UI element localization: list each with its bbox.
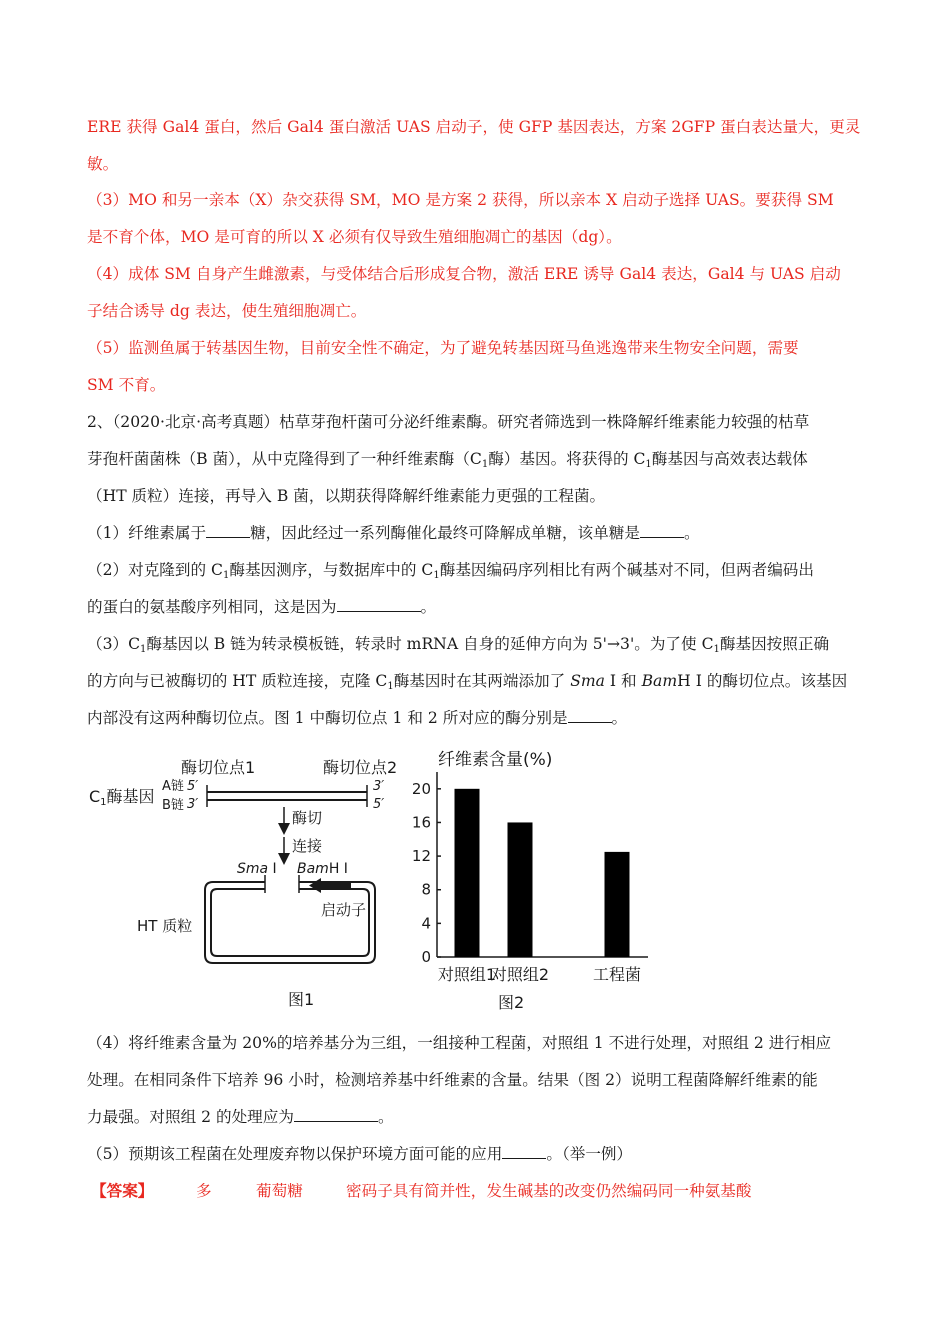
bar-1 (455, 789, 480, 957)
subquestion-3-line-1: $(3)C_1$酶基因以 B 链为转录模板链，转录时 mRNA 自身的延伸方向为 5'→3'。为了使 $C_1$酶基因按照正确 (87, 635, 830, 655)
question-intro-line-1: 2、（2020·北京·高考真题）枯草芽孢杆菌可分泌纤维素酶。研究者筛选到一株降解纤维素能力较强的枯草 (87, 413, 810, 431)
bar-3 (605, 852, 630, 957)
chain-b-right-end: 5′ (373, 797, 385, 812)
subquestion-2-line-2: 的蛋白的氨基酸序列相同，这是因为 。 (87, 598, 437, 616)
y-tick-label: 4 (421, 914, 431, 933)
answer-paragraph-1b: 敏。 (87, 155, 119, 173)
subquestion-4-line-1: （4）将纤维素含量为 20%的培养基分为三组，一组接种工程菌，对照组 1 不进行处理，对照组 2 进行相应 (87, 1034, 832, 1052)
subquestion-2-line-1: （2）对克隆到的 $C_1$酶基因测序，与数据库中的 $C_1$酶基因编码序列相比有两个碱基对不同，但两者编码出 (87, 561, 814, 581)
y-tick-label: 12 (411, 847, 431, 866)
answer-blank[interactable] (568, 708, 612, 723)
figure-1-cloning-diagram (85, 745, 415, 1015)
answer-paragraph-2b: 是不育个体，MO 是可育的所以 X 必须有仅导致生殖细胞凋亡的基因（dg）。 (87, 228, 622, 246)
subquestion-3-line-3: 内部没有这两种酶切位点。图 1 中酶切位点 1 和 2 所对应的酶分别是 。 (87, 709, 628, 727)
bam-site-label: BamH I (297, 861, 348, 877)
answer-item-3: 密码子具有简并性，发生碱基的改变仍然编码同一种氨基酸 (346, 1182, 752, 1200)
bar-2 (508, 822, 533, 957)
chart-title: 纤维素含量(%) (438, 750, 553, 770)
step-ligate-label: 连接 (292, 837, 323, 855)
subquestion-1: （1）纤维素属于 糖，因此经过一系列酶催化最终可降解成单糖，该单糖是 。 (87, 524, 700, 542)
subquestion-3-line-2: 的方向与已被酶切的 HT 质粒连接，克隆 $C_1$酶基因时在其两端添加了 Sma I 和 BamH I 的酶切位点。该基因 (87, 672, 848, 692)
question-intro-line-3: （HT 质粒）连接，再导入 B 菌，以期获得降解纤维素能力更强的工程菌。 (87, 487, 606, 505)
plasmid-inner-strand (211, 889, 369, 956)
promoter-label: 启动子 (321, 901, 367, 919)
question-intro-line-2: 芽孢杆菌菌株（B 菌），从中克隆得到了一种纤维素酶（$C_1$酶）基因。将获得的 $C_1$酶基因与高效表达载体 (87, 450, 808, 470)
plasmid-label: HT 质粒 (137, 917, 193, 935)
site-2-label: 酶切位点2 (323, 758, 398, 777)
gene-label: C1酶基因 (89, 787, 155, 808)
answer-item-2: 葡萄糖 (256, 1182, 303, 1200)
figure-1-caption: 图1 (288, 990, 315, 1009)
figure-2-bar-chart (410, 742, 660, 1022)
subquestion-5: （5）预期该工程菌在处理废弃物以保护环境方面可能的应用 。（举一例） (87, 1145, 633, 1163)
answer-blank[interactable] (337, 597, 421, 612)
answer-paragraph-4b: SM 不育。 (87, 376, 166, 394)
site-1-label: 酶切位点1 (181, 758, 256, 777)
y-tick-label: 20 (411, 779, 431, 798)
sma-site-label: Sma I (237, 861, 277, 877)
chain-b-label: B链 (162, 798, 184, 813)
y-tick-label: 8 (421, 880, 431, 899)
category-label: 对照组1 (437, 965, 497, 984)
subquestion-4-line-3: 力最强。对照组 2 的处理应为 。 (87, 1108, 394, 1126)
answer-blank[interactable] (294, 1107, 378, 1122)
category-label: 工程菌 (592, 965, 642, 984)
answer-label: 【答案】 (91, 1181, 154, 1200)
answer-blank[interactable] (206, 523, 250, 538)
subquestion-4-line-2: 处理。在相同条件下培养 96 小时，检测培养基中纤维素的含量。结果（图 2）说明工程菌降解纤维素的能 (87, 1071, 818, 1089)
chain-a-left-end: 5′ (187, 779, 199, 794)
chain-a-label: A链 (162, 779, 184, 794)
answer-paragraph-4a: （5）监测鱼属于转基因生物，目前安全性不确定，为了避免转基因斑马鱼逃逸带来生物安全问题，需要 (87, 339, 799, 357)
promoter-arrow-icon (309, 878, 321, 893)
answer-paragraph-3b: 子结合诱导 dg 表达，使生殖细胞凋亡。 (87, 302, 367, 320)
y-tick-label: 0 (421, 948, 431, 966)
category-label: 对照组2 (490, 965, 550, 984)
figure-2-caption: 图2 (498, 993, 525, 1012)
y-tick-label: 16 (411, 813, 431, 832)
answer-paragraph-3a: （4）成体 SM 自身产生雌激素，与受体结合后形成复合物，激活 ERE 诱导 Gal4 表达，Gal4 与 UAS 启动 (87, 265, 841, 283)
answer-paragraph-2a: （3）MO 和另一亲本（X）杂交获得 SM，MO 是方案 2 获得，所以亲本 X 启动子选择 UAS。要获得 SM (87, 191, 834, 209)
promoter-block (321, 882, 351, 889)
chain-a-right-end: 3′ (373, 779, 385, 794)
answer-item-1: 多 (196, 1182, 212, 1200)
plasmid-outer-strand (205, 882, 375, 963)
step-cut-label: 酶切 (292, 809, 323, 827)
chain-b-left-end: 3′ (187, 797, 199, 812)
answer-blank[interactable] (640, 523, 684, 538)
answer-blank[interactable] (502, 1144, 546, 1159)
answer-paragraph-1a: ERE 获得 Gal4 蛋白，然后 Gal4 蛋白激活 UAS 启动子，使 GFP 基因表达，方案 2GFP 蛋白表达量大，更灵 (87, 118, 861, 136)
